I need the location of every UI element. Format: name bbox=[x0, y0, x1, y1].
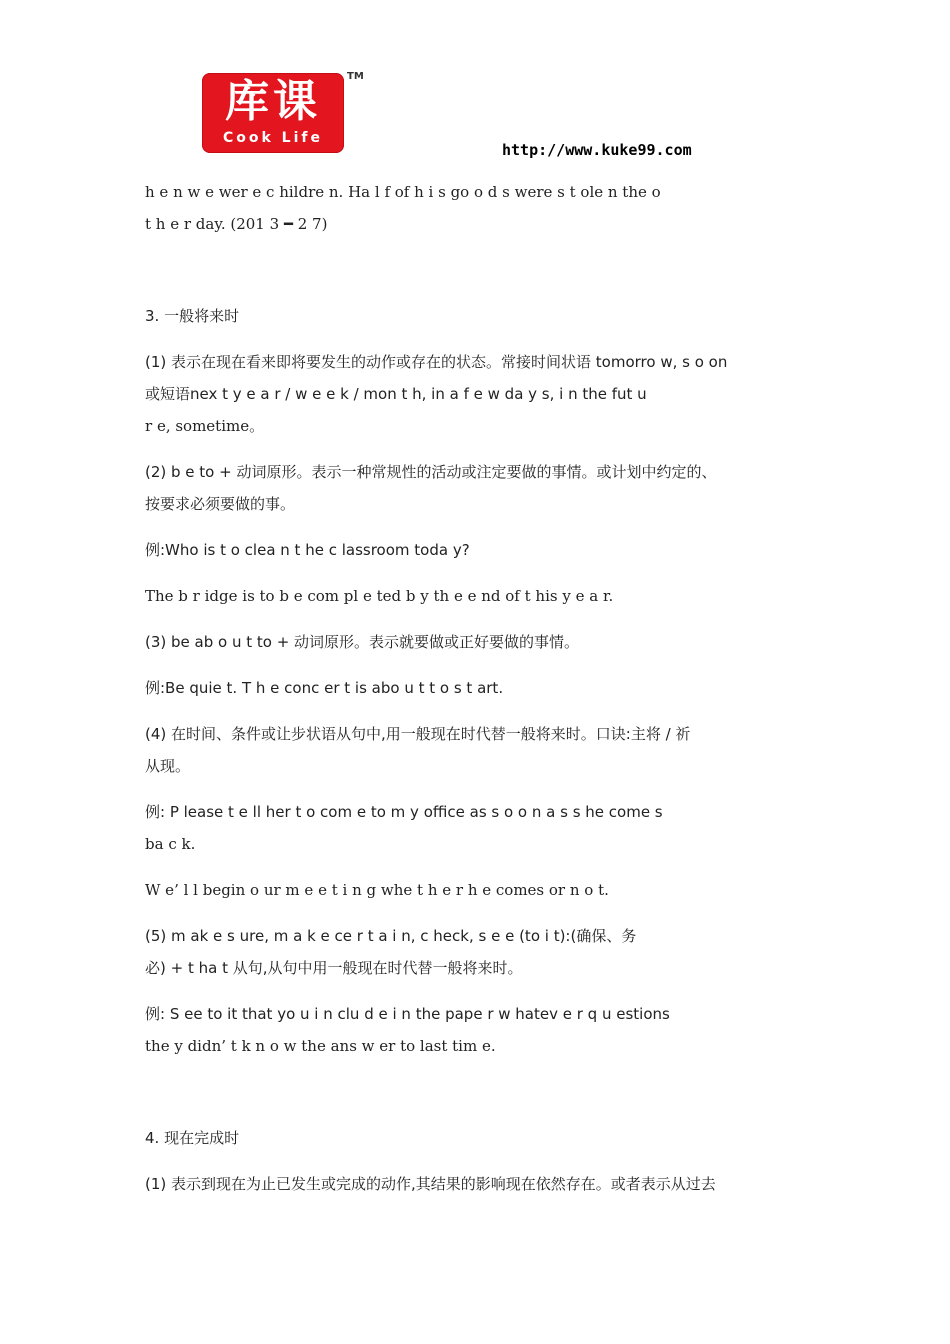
text-line: 按要求必须要做的事。 bbox=[145, 495, 296, 513]
text-line: (5) m ak e s ure, m a k e ce r t a i n, c heck, s e e (to i t):(确保、务 bbox=[145, 927, 637, 945]
section-heading: 4. 现在完成时 bbox=[145, 1129, 240, 1147]
text-line: (3) be ab o u t to + 动词原形。表示就要做或正好要做的事情。 bbox=[145, 633, 580, 651]
text-line: t h e r day. (201 3 ━ 2 7) bbox=[145, 215, 328, 233]
text-line: r e, sometime。 bbox=[145, 417, 265, 435]
text-line: h e n w e wer e c hildre n. Ha l f of h i s go o d s were s t ole n the o bbox=[145, 183, 661, 201]
section-heading: 3. 一般将来时 bbox=[145, 307, 240, 325]
site-url: http://www.kuke99.com bbox=[502, 141, 692, 159]
document-body bbox=[145, 176, 807, 1200]
text-line: 必) + t ha t 从句,从句中用一般现在时代替一般将来时。 bbox=[145, 959, 523, 977]
example-line: the y didn’ t k n o w the ans w er to last tim e. bbox=[145, 1037, 496, 1055]
example-line: 例: P lease t e ll her t o com e to m y office as s o o n a s s he come s bbox=[145, 803, 663, 821]
text-line: (1) 表示到现在为止已发生或完成的动作,其结果的影响现在依然存在。或者表示从过去 bbox=[145, 1175, 716, 1193]
kuke-logo bbox=[202, 73, 370, 157]
logo-badge bbox=[202, 73, 344, 153]
text-line: (4) 在时间、条件或让步状语从句中,用一般现在时代替一般将来时。口诀:主将 / 祈 bbox=[145, 725, 691, 743]
logo-english-text: Cook Life bbox=[222, 130, 323, 146]
example-line: 例: S ee to it that yo u i n clu d e i n the pape r w hatev e r q u estions bbox=[145, 1005, 670, 1023]
page-header bbox=[0, 0, 950, 170]
example-line: ba c k. bbox=[145, 835, 196, 853]
text-line: 或短语nex t y e a r / w e e k / mon t h, in a f e w da y s, i n the fut u bbox=[145, 385, 647, 403]
text-line: 从现。 bbox=[145, 757, 191, 775]
trademark-mark: TM bbox=[347, 71, 364, 82]
example-line: 例:Who is t o clea n t he c lassroom toda y? bbox=[145, 541, 470, 559]
logo-chinese-text: 库课 bbox=[225, 76, 321, 127]
example-line: The b r idge is to b e com pl e ted b y th e e nd of t his y e a r. bbox=[145, 587, 614, 605]
text-line: (2) b e to + 动词原形。表示一种常规性的活动或注定要做的事情。或计划中约定的、 bbox=[145, 463, 717, 481]
example-line: W e’ l l begin o ur m e e t i n g whe t h e r h e comes or n o t. bbox=[145, 881, 609, 899]
example-line: 例:Be quie t. T h e conc er t is abo u t t o s t art. bbox=[145, 679, 504, 697]
text-line: (1) 表示在现在看来即将要发生的动作或存在的状态。常接时间状语 tomorro w, s o on bbox=[145, 353, 728, 371]
